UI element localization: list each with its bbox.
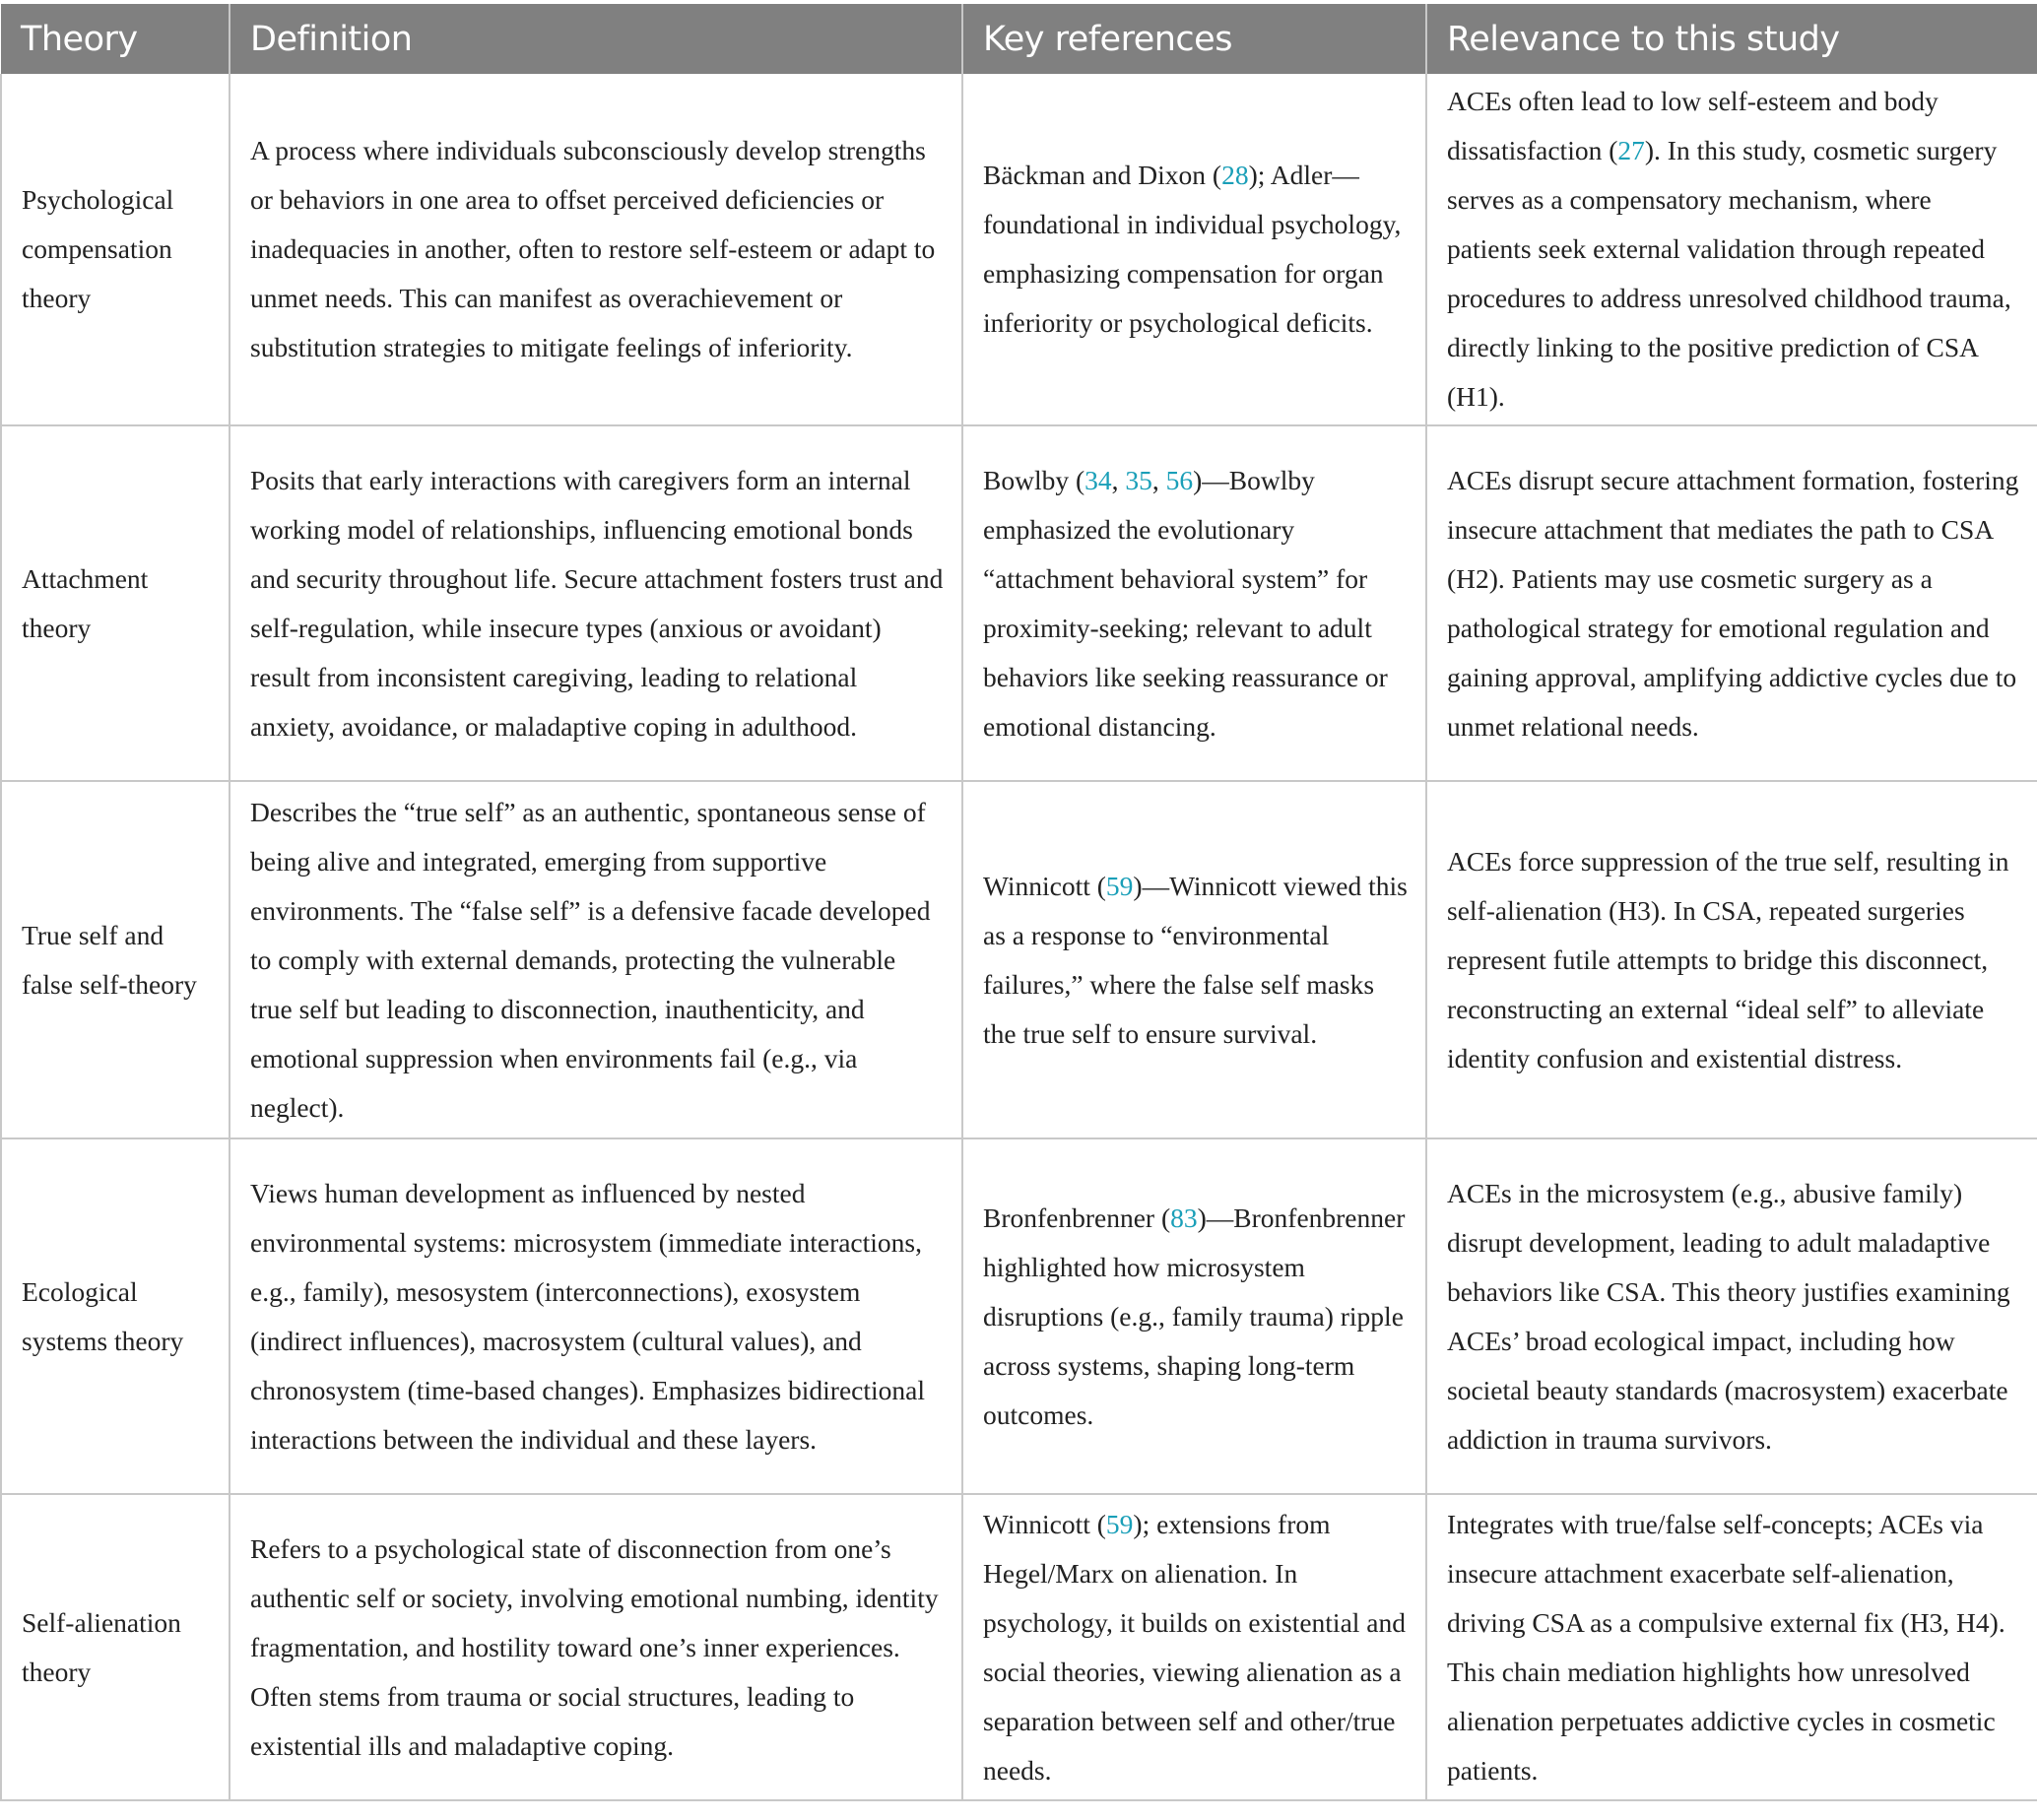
references-cell [962, 74, 1426, 425]
theory-cell: Attachment theory [1, 425, 230, 781]
cell-text: Bowlby ( [983, 464, 1085, 495]
citation-link[interactable]: 34 [1084, 464, 1112, 495]
definition-cell: Refers to a psychological state of disconnection from one’s authentic self or society, involving emotional numbing, identity fragmentation, and hostility toward one’s inner experiences. Often stems from trauma or social structures, leading to existential ills and maladaptive coping. [230, 1494, 962, 1800]
cell-text: )—Winnicott viewed this as a response to “environmental failures,” where the false self masks the true self to ensure survival. [983, 870, 1408, 1049]
citation-link[interactable]: 56 [1165, 464, 1194, 495]
citation-link[interactable]: 83 [1170, 1202, 1198, 1233]
table-body [1, 74, 2037, 1800]
references-cell [962, 781, 1426, 1138]
table-row [1, 1494, 2037, 1800]
citation-link[interactable]: 27 [1617, 135, 1645, 165]
references-cell [962, 1494, 1426, 1800]
relevance-cell [1426, 1494, 2037, 1800]
relevance-cell [1426, 425, 2037, 781]
cell-text: , [1151, 464, 1166, 495]
cell-text: Winnicott ( [983, 1508, 1106, 1539]
cell-text: Integrates with true/false self-concepts; ACEs via insecure attachment exacerbate self-alienation, driving CSA as a compulsive external fix (H3, H4). This chain mediation highlights how unresolved alienation perpetuates addictive cycles in cosmetic patients. [1447, 1508, 2005, 1786]
relevance-cell [1426, 781, 2037, 1138]
citation-link[interactable]: 28 [1221, 160, 1249, 190]
cell-text: ); extensions from Hegel/Marx on alienation. In psychology, it builds on existential and social theories, viewing alienation as a separation between self and other/true needs. [983, 1508, 1407, 1786]
definition-cell: Posits that early interactions with caregivers form an internal working model of relationships, influencing emotional bonds and security throughout life. Secure attachment fosters trust and self-regulation, while insecure types (anxious or avoidant) result from inconsistent caregiving, leading to relational anxiety, avoidance, or maladaptive coping in adulthood. [230, 425, 962, 781]
header-theory: Theory [1, 4, 230, 74]
citation-link[interactable]: 35 [1125, 464, 1152, 495]
relevance-cell [1426, 1138, 2037, 1494]
cell-text: ). In this study, cosmetic surgery serves as a compensatory mechanism, where patients seek external validation through repeated procedures to address unresolved childhood trauma, directly linking to the positive prediction of CSA (H1). [1447, 135, 2011, 412]
definition-cell: Describes the “true self” as an authentic, spontaneous sense of being alive and integrated, emerging from supportive environments. The “false self” is a defensive facade developed to comply with external demands, protecting the vulnerable true self but leading to disconnection, inauthenticity, and emotional suppression when environments fail (e.g., via neglect). [230, 781, 962, 1138]
cell-text: Bäckman and Dixon ( [983, 160, 1222, 190]
table-row [1, 781, 2037, 1138]
cell-text: ); Adler—foundational in individual psychology, emphasizing compensation for organ inferiority or psychological deficits. [983, 160, 1402, 338]
references-cell [962, 1138, 1426, 1494]
theory-cell: Self-alienation theory [1, 1494, 230, 1800]
citation-link[interactable]: 59 [1105, 870, 1134, 901]
theory-cell: Psychological compensation theory [1, 74, 230, 425]
citation-link[interactable]: 59 [1105, 1508, 1134, 1539]
theories-table [0, 4, 2037, 1801]
cell-text: ACEs often lead to low self-esteem and body dissatisfaction ( [1447, 86, 1938, 165]
header-definition: Definition [230, 4, 962, 74]
theory-cell: Ecological systems theory [1, 1138, 230, 1494]
definition-cell: A process where individuals subconsciously develop strengths or behaviors in one area to offset perceived deficiencies or inadequacies in another, often to restore self-esteem or adapt to unmet needs. This can manifest as overachievement or substitution strategies to mitigate feelings of inferiority. [230, 74, 962, 425]
definition-cell: Views human development as influenced by nested environmental systems: microsystem (immediate interactions, e.g., family), mesosystem (interconnections), exosystem (indirect influences), macrosystem (cultural values), and chronosystem (time-based changes). Emphasizes bidirectional interactions between the individual and these layers. [230, 1138, 962, 1494]
cell-text: )—Bronfenbrenner highlighted how microsystem disruptions (e.g., family trauma) ripple across systems, shaping long-term outcomes. [983, 1202, 1406, 1430]
references-cell [962, 425, 1426, 781]
cell-text: , [1111, 464, 1126, 495]
cell-text: Winnicott ( [983, 870, 1106, 901]
relevance-cell [1426, 74, 2037, 425]
cell-text: ACEs in the microsystem (e.g., abusive family) disrupt development, leading to adult maladaptive behaviors like CSA. This theory justifies examining ACEs’ broad ecological impact, including how societal beauty standards (macrosystem) exacerbate addiction in trauma survivors. [1447, 1177, 2010, 1455]
cell-text: Bronfenbrenner ( [983, 1202, 1171, 1233]
table-row [1, 1138, 2037, 1494]
header-key-references: Key references [962, 4, 1426, 74]
table-row [1, 74, 2037, 425]
table-row [1, 425, 2037, 781]
header-relevance: Relevance to this study [1426, 4, 2037, 74]
cell-text: )—Bowlby emphasized the evolutionary “attachment behavioral system” for proximity-seeking; relevant to adult behaviors like seeking reassurance or emotional distancing. [983, 464, 1388, 742]
cell-text: ACEs disrupt secure attachment formation, fostering insecure attachment that mediates the path to CSA (H2). Patients may use cosmetic surgery as a pathological strategy for emotional regulation and gaining approval, amplifying addictive cycles due to unmet relational needs. [1447, 464, 2019, 742]
theory-cell: True self and false self-theory [1, 781, 230, 1138]
cell-text: ACEs force suppression of the true self, resulting in self-alienation (H3). In CSA, repeated surgeries represent futile attempts to bridge this disconnect, reconstructing an external “ideal self” to alleviate identity confusion and existential distress. [1447, 845, 2009, 1073]
header-row [1, 4, 2037, 74]
